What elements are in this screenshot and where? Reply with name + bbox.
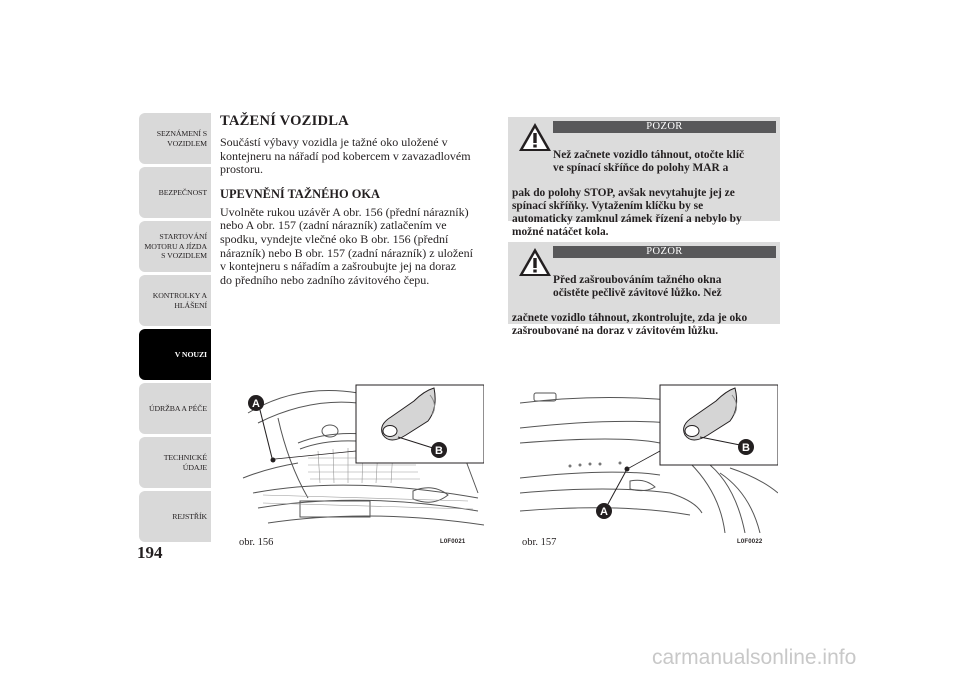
tab-label: STARTOVÁNÍ MOTORU A JÍZDA S VOZIDLEM (144, 232, 207, 261)
warning-text-indent: Před zašroubováním tažného okna očistěte pečlivě závitové lůžko. Než (553, 273, 722, 299)
tab-label: REJSTŘÍK (172, 511, 207, 521)
tab-v-nouzi[interactable] (139, 329, 211, 380)
tab-label: ÚDRŽBA A PÉČE (148, 403, 207, 413)
tab-startovani[interactable] (139, 221, 211, 272)
tab-label: KONTROLKY A HLÁŠENÍ (152, 291, 207, 310)
warning-label: POZOR (553, 121, 776, 133)
warning-text-indent: Než začnete vozidlo táhnout, otočte klíč ve spínací skříňce do polohy MAR a (553, 148, 745, 174)
page-number: 194 (137, 543, 163, 562)
figure-marker-a: A (252, 398, 260, 410)
warning-box (508, 242, 780, 337)
front-bumper-illustration (238, 383, 484, 533)
tab-udrzba[interactable] (139, 383, 211, 434)
tab-technicke[interactable] (139, 437, 211, 488)
figure-code: L0F0022 (737, 539, 763, 545)
figure-marker-b: B (742, 442, 750, 454)
text-column (220, 113, 492, 287)
tab-kontrolky[interactable] (139, 275, 211, 326)
warning-box (508, 117, 780, 238)
section-subtitle: UPEVNĚNÍ TAŽNÉHO OKA (220, 186, 380, 201)
tab-rejstrik[interactable] (139, 491, 211, 542)
figure-caption: obr. 156 (239, 537, 274, 548)
intro-paragraph: Součástí výbavy vozidla je tažné oko uložené v kontejneru na nářadí pod kobercem v zavazadlovém prostoru. (220, 135, 471, 177)
watermark: carmanualsonline.info (652, 646, 857, 669)
tab-label: BEZPEČNOST (158, 187, 207, 197)
warning-text-rest: začnete vozidlo táhnout, zkontrolujte, zda je oko zašroubované na doraz v závitovém lůžku. (512, 312, 748, 337)
chapter-tabs (139, 113, 211, 545)
figure-caption: obr. 157 (522, 537, 557, 548)
body-paragraph: Uvolněte rukou uzávěr A obr. 156 (přední nárazník) nebo A obr. 157 (zadní nárazník) zatlačením ve spodku, vyndejte vlečné oko B obr. 156 (přední nárazník) nebo B obr. 157 (zadní nárazník) z uložení v kontejneru s nářadím a zašroubujte jej na doraz do předního nebo zadního závitového čepu. (220, 204, 473, 287)
figure-front-bumper (238, 383, 484, 533)
rear-bumper-illustration (520, 383, 778, 533)
tab-bezpecnost[interactable] (139, 167, 211, 218)
tab-label: TECHNICKÉ ÚDAJE (163, 453, 207, 472)
figure-code: L0F0021 (440, 539, 466, 545)
warning-text-rest: pak do polohy STOP, avšak nevytahujte jej ze spínací skříňky. Vytažením klíčku by se automaticky zamknul zámek řízení a nebylo by možné natáčet kola. (512, 187, 742, 238)
warning-triangle-icon (518, 122, 552, 152)
figure-marker-b: B (435, 445, 443, 457)
tab-seznameni[interactable] (139, 113, 211, 164)
figure-marker-a: A (600, 506, 608, 518)
figure-rear-bumper (520, 383, 778, 533)
warning-label: POZOR (553, 246, 776, 258)
section-title: TAŽENÍ VOZIDLA (220, 113, 349, 129)
tab-label: SEZNÁMENÍ S VOZIDLEM (156, 129, 207, 148)
tab-label: V NOUZI (174, 349, 207, 359)
warning-triangle-icon (518, 247, 552, 277)
